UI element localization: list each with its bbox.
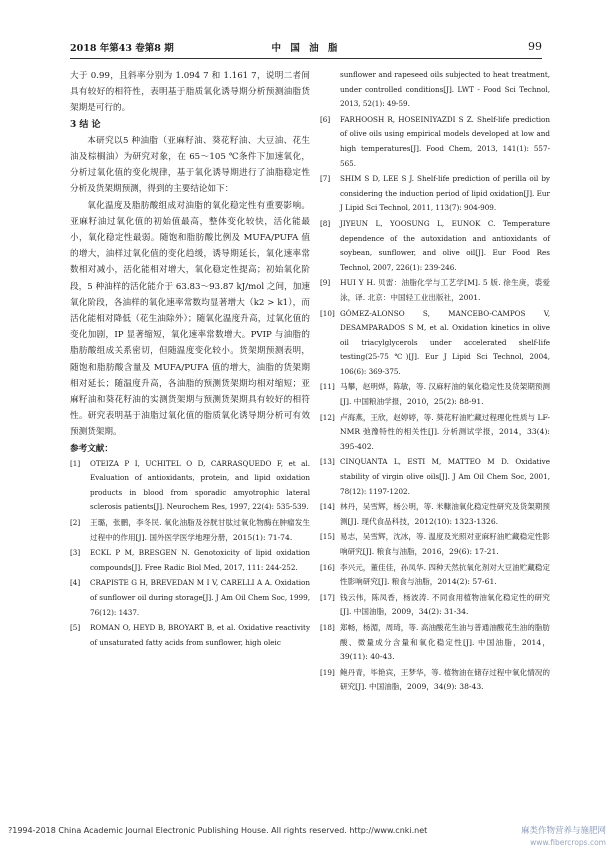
reference-text: 林丹，吴雪辉，杨公明，等. 米糠油氧化稳定性研究及货架期预测[J]. 现代食品科技，2012(10): 1323-1326. [340, 502, 550, 526]
reference-item [70, 457, 310, 515]
reference-item [320, 113, 550, 171]
reference-number: [1] [70, 458, 81, 468]
reference-item [320, 68, 550, 112]
reference-item [320, 621, 550, 665]
watermark-en: www.fibercrops.com [530, 838, 606, 847]
reference-item [320, 217, 550, 275]
reference-text: 郑畅，杨湄，周琦，等. 高油酸花生油与普通油酸花生油的脂肪酸、微量成分含量和氧化稳定性[J]. 中国油脂，2014，39(11): 40-43. [340, 622, 550, 662]
reference-item [70, 516, 310, 545]
reference-number: [7] [320, 174, 331, 184]
reference-text: GÓMEZ-ALONSO S, MANCEBO-CAMPOS V, DESAMPARADOS S M, et al. Oxidation kinetics in olive oil triacylglycerols under accelerated shelf-life testing(25-75 ℃)[J]. Eur J Lipid Sci Technol, 2004, 106(6): 369-375. [340, 308, 550, 376]
reference-number: [3] [70, 548, 81, 558]
reference-number: [11] [320, 382, 335, 392]
reference-item [320, 591, 550, 620]
reference-number: [5] [70, 623, 81, 633]
right-column [320, 68, 550, 696]
watermark-cn: 麻类作物营养与施肥网 [520, 826, 606, 836]
page-footer [0, 826, 612, 847]
reference-item [320, 411, 550, 455]
reference-text: SHIM S D, LEE S J. Shelf-life prediction of perilla oil by considering the induction period of lipid oxidation[J]. Eur J Lipid Sci Technol, 2011, 113(7): 904-909. [340, 174, 550, 213]
reference-text: ECKL P M, BRESGEN N. Genotoxicity of lipid oxidation compounds[J]. Free Radic Biol Med, 2017, 111: 244-252. [90, 548, 310, 572]
reference-number: [19] [320, 667, 335, 677]
issue-label: 2018 年第43 卷第8 期 [70, 43, 174, 54]
reference-item [320, 530, 550, 559]
reference-text: 易志，吴雪辉，沈冰，等. 温度及光照对亚麻籽油贮藏稳定性影响研究[J]. 粮食与油脂，2016，29(6): 17-21. [340, 532, 550, 556]
paragraph-conclusion-intro: 本研究以5 种油脂（亚麻籽油、葵花籽油、大豆油、花生油及棕榈油）为研究对象，在 65～105 ℃条件下加速氧化，分析过氧化值的变化规律，基于氧化诱导期进行了油脂稳定性分析及货架期预测，得到的主要结论如下： [70, 135, 310, 195]
reference-number: [12] [320, 412, 335, 422]
reference-text: 李兴元，董佳佳，孙凤华. 四种天然抗氧化剂对大豆油贮藏稳定性影响研究[J]. 粮食与油脂，2014(2): 57-61. [340, 562, 550, 587]
reference-number: [2] [70, 518, 81, 528]
reference-text: 鲍丹青，毕艳宾，王梦华，等. 植物油在储存过程中氧化情况的研究[J]. 中国油脂，2009，34(9): 38-43. [340, 667, 550, 692]
reference-item [320, 561, 550, 590]
reference-number: [10] [320, 308, 335, 318]
reference-number: [9] [320, 278, 331, 288]
reference-number: [15] [320, 532, 335, 542]
reference-item [70, 621, 310, 650]
reference-item [320, 380, 550, 409]
reference-number: [17] [320, 592, 335, 602]
paragraph-continuation: 大于 0.99，且斜率分别为 1.094 7 和 1.161 7，说明二者间具有较好的相符性，表明基于脂质氧化诱导期分析预测油脂货架期是可行的。 [70, 71, 310, 114]
reference-item [70, 546, 310, 575]
header-rule [70, 58, 542, 59]
page-header [70, 40, 542, 58]
reference-text: 钱云伟，陈凤香，杨波涛. 不同食用植物油氧化稳定性的研究[J]. 中国油脂，2009，34(2): 31-34. [340, 592, 550, 617]
references-heading: 参考文献： [70, 443, 113, 454]
reference-text: OTEIZA P I, UCHITEL O D, CARRASQUEDO F, et al. Evaluation of antioxidants, protein, and lipid oxidation products in blood from sporadic amyotrophic lateral sclerosis patients[J]. Neurochem Res, 1997, 22(4): 535-539. [90, 458, 310, 512]
reference-number: [13] [320, 457, 335, 467]
reference-item [320, 666, 550, 695]
reference-number: [16] [320, 562, 335, 572]
reference-text: 马攀，赵明烨，陈敏，等. 汉麻籽油的氧化稳定性及货架期预测[J]. 中国粮油学报，2010，25(2): 88-91. [340, 382, 550, 407]
reference-number: [8] [320, 218, 331, 228]
reference-item [320, 500, 550, 529]
reference-text: 王璐，张鹏，李冬民. 氧化油脂及谷胱甘肽过氧化物酶在肿瘤发生过程中的作用[J]. 国外医学医学地理分册，2015(1): 71-74. [90, 518, 310, 542]
reference-item [70, 576, 310, 620]
reference-text: FARHOOSH R, HOSEINIYAZDI S Z. Shelf-life prediction of olive oils using empirical models developed at low and high temperatures[J]. Food Chem, 2013, 141(1): 557-565. [340, 114, 550, 168]
reference-number: [14] [320, 502, 335, 512]
journal-title: 中 国 油 脂 [271, 43, 341, 54]
paragraph-conclusion-main: 氧化温度及脂肪酸组成对油脂的氧化稳定性有重要影响。亚麻籽油过氧化值的初始值最高，整体变化较快，活化能最小，氧化稳定性最弱。随饱和脂肪酸比例及 MUFA/PUFA 值的增大，油样过氧化值的变化趋缓，诱导期延长，氧化速率常数相对减小，活化能相对增大，氧化稳定性提高；初始氧化阶段，5 种油样的活化能介于 63.83～93.87 kJ/mol 之间，加速氧化阶段，各油样的氧化速率常数均显著增大（k2 > k1），而活化能相对降低（花生油除外）；随氧化温度升高，过氧化值的变化加剧，IP 显著缩短，氧化速率常数增大。PVIP 与油脂的脂肪酸组成关系密切，但随温度变化较小。货架期预测表明，随饱和脂肪酸含量及 MUFA/PUFA 值的增大，油脂的货架期相对延长；随温度升高，各油脂的预测货架期均相对缩短；亚麻籽油和葵花籽油的实测货架期与预测货架期具有较好的相符性。研究表明基于油脂过氧化值的脂质氧化诱导期分析可有效预测货架期。 [70, 200, 310, 438]
reference-text: CRAPISTE G H, BREVEDAN M I V, CARELLI A A. Oxidation of sunflower oil during storage[J]. J Am Oil Chem Soc, 1999, 76(12): 1437. [90, 578, 310, 617]
reference-number: [4] [70, 578, 81, 588]
reference-item [320, 307, 550, 380]
reference-item [320, 276, 550, 305]
reference-text: ROMAN O, HEYD B, BROYART B, et al. Oxidative reactivity of unsaturated fatty acids from sunflower, high oleic [90, 623, 310, 647]
reference-item [320, 455, 550, 499]
reference-number: [18] [320, 622, 335, 632]
left-column [70, 68, 310, 651]
reference-text: JIYEUN L, YOOSUNG L, EUNOK C. Temperature dependence of the autoxidation and antioxidants of soybean, sunflower, and olive oil[J]. Eur Food Res Technol, 2007, 226(1): 239-246. [340, 218, 550, 272]
reference-text: sunflower and rapeseed oils subjected to heat treatment, under controlled conditions[J]. LWT - Food Sci Technol, 2013, 52(1): 49-59. [340, 70, 550, 109]
section-heading-conclusion: 3 结 论 [70, 119, 101, 130]
reference-text: 卢海燕，王欣，赵婷婷，等. 葵花籽油贮藏过程理化性质与 LF-NMR 弛豫特性的相关性[J]. 分析测试学报，2014，33(4): 395-402. [340, 412, 550, 451]
copyright-notice: ?1994-2018 China Academic Journal Electronic Publishing House. All rights reserved. http://www.cnki.net [8, 826, 428, 835]
page-number: 99 [528, 40, 542, 53]
reference-text: CINQUANTA L, ESTI M, MATTEO M D. Oxidative stability of virgin olive oils[J]. J Am Oil Chem Soc, 2001, 78(12): 1197-1202. [340, 457, 550, 496]
reference-text: HUI Y H. 贝雷：油脂化学与工艺学[M]. 5 版. 徐生庚，裘爱泳，译. 北京：中国轻工业出版社，2001. [340, 278, 550, 302]
reference-number: [6] [320, 114, 331, 124]
reference-item [320, 172, 550, 216]
